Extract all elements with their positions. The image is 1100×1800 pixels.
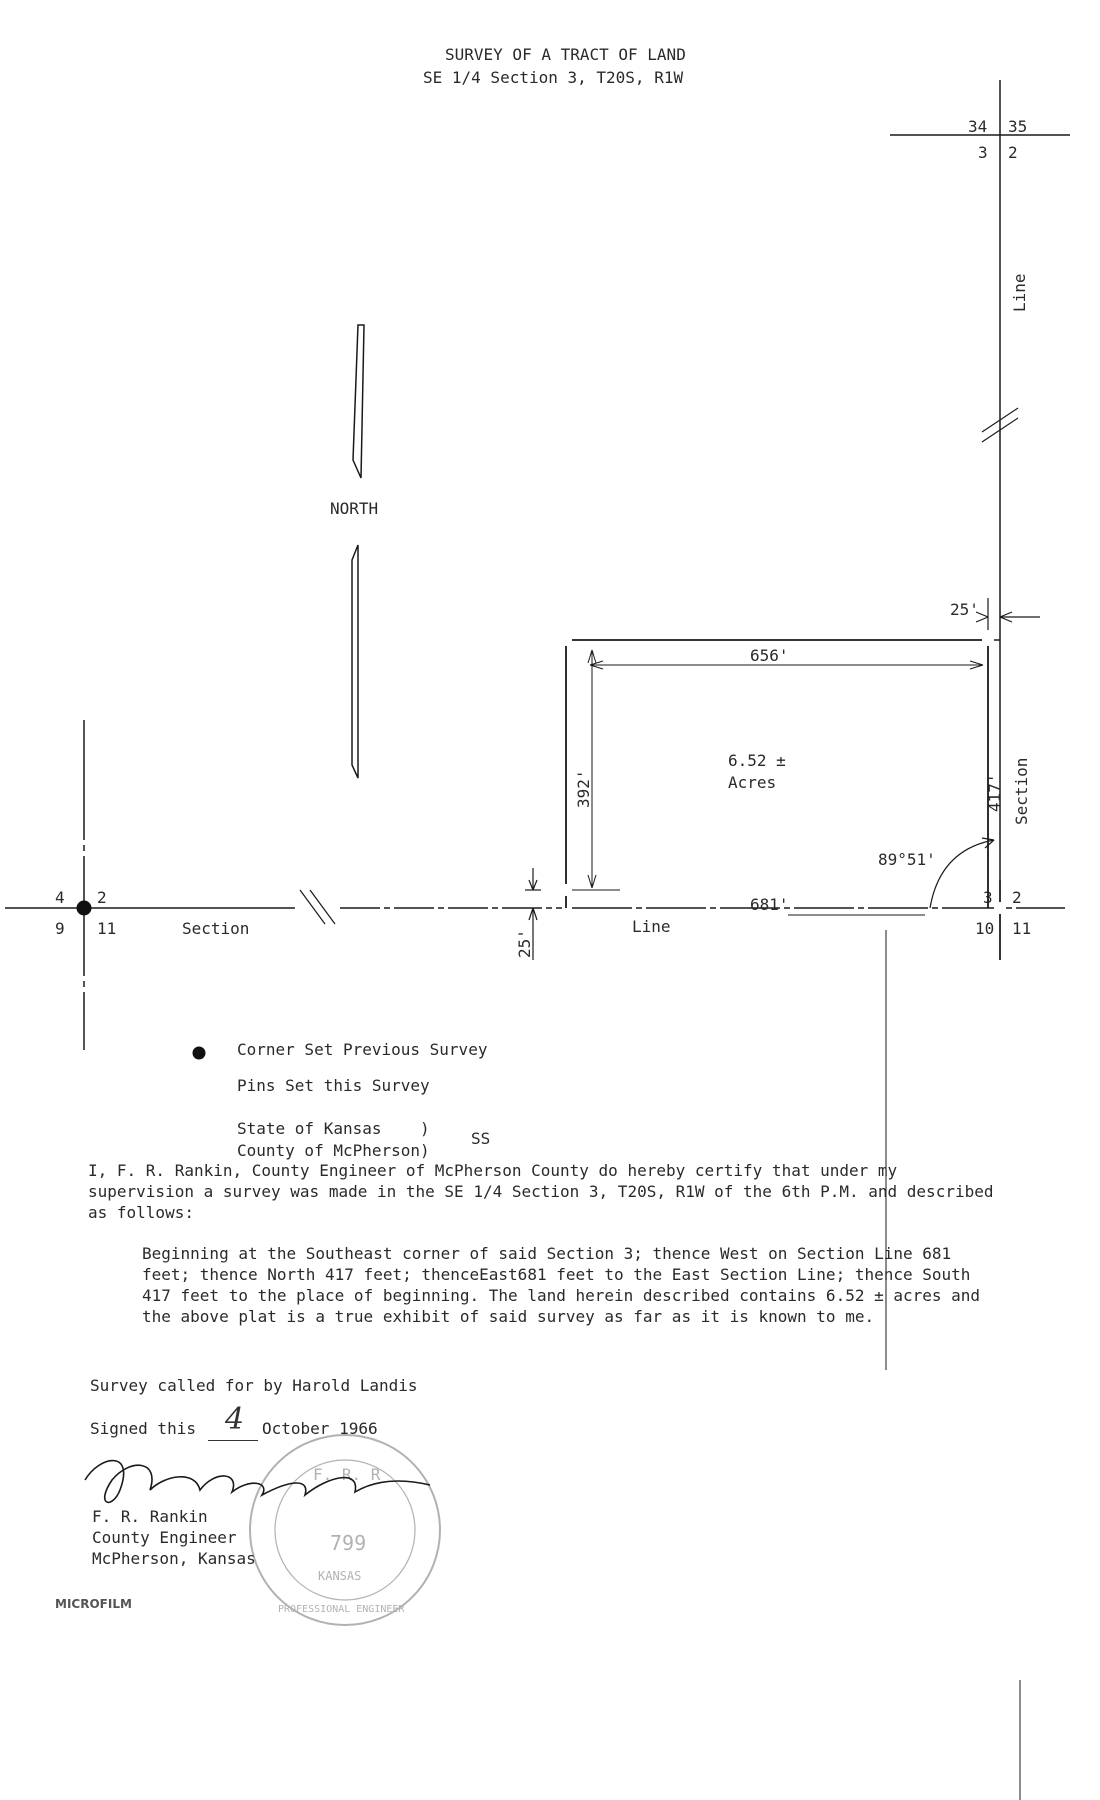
signer-name: F. R. Rankin — [92, 1507, 208, 1526]
east-line-label: Line — [1010, 273, 1029, 312]
signer-location: McPherson, Kansas — [92, 1549, 256, 1568]
signed-suffix: October 1966 — [262, 1419, 378, 1438]
south-line-break-mark-1 — [300, 890, 325, 924]
certificate-description: Beginning at the Southeast corner of said Section 3; thence West on Section Line 681 feet; thence North 417 feet; thenceEast681 feet to the East Section Line; thence South 417 feet to the place of beginning. The land herein described contains 6.52 ± acres and the above plat is a true exhibit of said survey as far as it is known to me. — [142, 1244, 981, 1326]
venue-county: County of McPherson) — [237, 1141, 430, 1160]
offset-east-label: 25' — [950, 600, 979, 619]
ne-corner-label-bl: 3 — [978, 143, 988, 162]
area-value: 6.52 ± — [728, 751, 786, 770]
dimension-label-east: 417' — [985, 773, 1004, 812]
ne-corner-label-tl: 34 — [968, 117, 988, 136]
signed-day-underline — [208, 1440, 258, 1441]
angle-label: 89°51' — [878, 850, 936, 869]
ne-corner-label-tr: 35 — [1008, 117, 1028, 136]
sw-corner-label-bl: 9 — [55, 919, 65, 938]
sw-corner-label-br: 11 — [97, 919, 117, 938]
legend-filled-marker — [193, 1047, 205, 1059]
signed-prefix: Signed this — [90, 1419, 196, 1438]
legend-filled-label: Corner Set Previous Survey — [237, 1040, 488, 1059]
dimension-label-top: 656' — [750, 646, 789, 665]
signed-day: 4 — [225, 1402, 245, 1437]
page-title: SURVEY OF A TRACT OF LAND — [445, 45, 686, 64]
seal-ring-text: PROFESSIONAL ENGINEER — [278, 1604, 405, 1615]
sw-corner-label-tl: 4 — [55, 888, 65, 907]
microfilm-stamp: MICROFILM — [55, 1597, 132, 1611]
se-corner-label-tl: 3 — [983, 888, 993, 907]
se-corner-label-br: 11 — [1012, 919, 1032, 938]
engineer-seal — [250, 1435, 440, 1625]
sw-corner-label-tr: 2 — [97, 888, 107, 907]
north-label: NORTH — [330, 499, 379, 518]
seal-top-text: F. R. R — [313, 1465, 381, 1484]
section-label-south: Section — [182, 919, 250, 938]
legend-open-marker — [193, 1083, 205, 1095]
certificate-intro: I, F. R. Rankin, County Engineer of McPherson County do hereby certify that under my supervision a survey was made in the SE 1/4 Section 3, T20S, R1W of the 6th P.M. and described as follows: — [88, 1161, 994, 1222]
pin-nw — [560, 634, 572, 646]
north-arrow-tail — [352, 545, 358, 778]
line-label-south: Line — [632, 917, 671, 936]
page-subtitle: SE 1/4 Section 3, T20S, R1W — [423, 68, 684, 87]
south-line-break-mark-2 — [310, 890, 335, 924]
seal-state: KANSAS — [318, 1569, 362, 1583]
signer-title: County Engineer — [92, 1528, 237, 1547]
se-corner-pin — [994, 902, 1006, 914]
dimension-label-west: 392' — [574, 769, 593, 808]
north-arrow-head — [353, 325, 364, 478]
venue-ss: SS — [471, 1129, 491, 1148]
previous-corner-marker — [77, 901, 91, 915]
seal-number: 799 — [330, 1531, 367, 1555]
area-unit: Acres — [728, 773, 777, 792]
se-corner-label-tr: 2 — [1012, 888, 1022, 907]
ne-corner-label-br: 2 — [1008, 143, 1018, 162]
dimension-label-bottom: 681' — [750, 895, 789, 914]
pin-ne — [982, 634, 994, 646]
se-corner-label-bl: 10 — [975, 919, 995, 938]
offset-south-label: 25' — [515, 929, 534, 958]
legend-open-label: Pins Set this Survey — [237, 1076, 430, 1095]
pin-sw — [560, 884, 572, 896]
survey-called-for: Survey called for by Harold Landis — [90, 1376, 418, 1395]
venue-state: State of Kansas ) — [237, 1119, 430, 1138]
east-section-label: Section — [1012, 757, 1031, 825]
